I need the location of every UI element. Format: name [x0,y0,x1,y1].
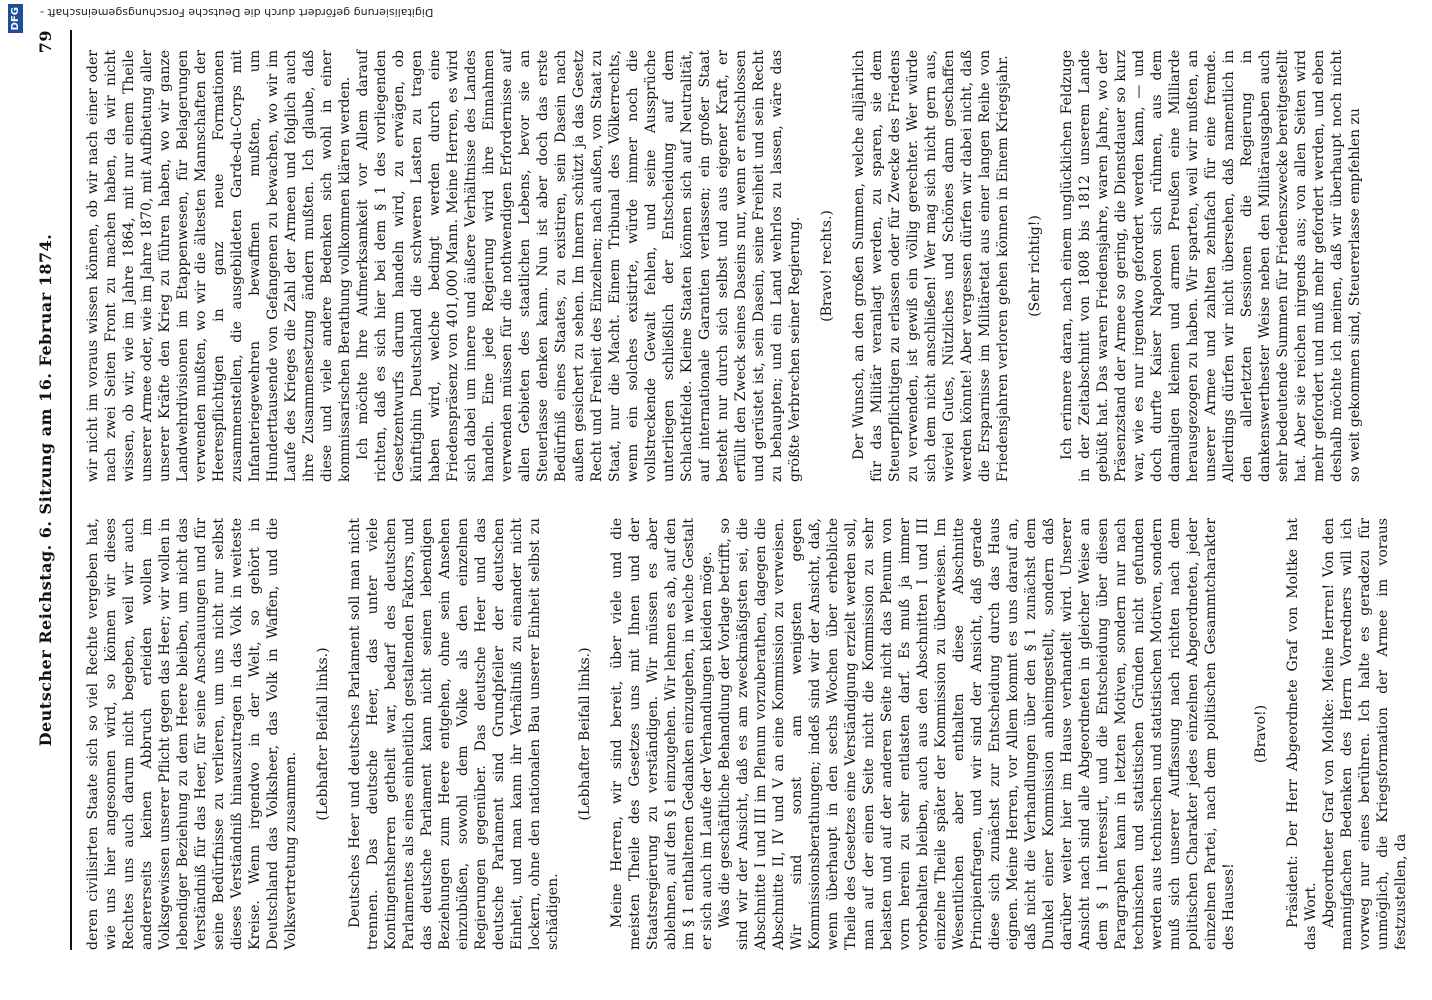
paragraph: wir nicht im voraus wissen können, ob wir nach einer oder nach zwei Seiten Front zu machen haben, da wir nicht wissen, ob wir, wie im Jahre 1864, mit nur einem Theile unserer Armee oder, wie im Jahre 1870, mit Aufbietung aller unserer Kräfte den Krieg zu führen haben, wo wir ganze Landwehrdivisionen im Etappenwesen, für Belagerungen verwenden mußten, wo wir die ältesten Mannschaften der Heerespflichtigen in ganz neue Formationen zusammenstellen, die ausgebildeten Garde-du-Corps mit Infanteriegewehren bewaffnen mußten, um Hunderttausende von Gefangenen zu bewachen, wo wir im Laufe des Krieges die Zahl der Armeen und folglich auch ihre Zusammensetzung ändern mußten. Ich glaube, daß diese und viele andere Bedenken sich wohl in einer kommissarischen Berathung vollkommen klären werden. [85,50,353,482]
paragraph: Ich erinnere daran, nach einem unglücklichen Feldzuge in der Zeitabschnitt von 1808 bis 1812 unserem Lande gebüßt hat. Das waren Friedensjahre, waren Jahre, wo der Präsenzstand der Armee so gering, die Dienstdauer so kurz war, wie es nur irgendwo gefordert werden kann, — und doch durfte Kaiser Napoleon sich rühmen, aus dem damaligen kleinen und armen Preußen eine Milliarde herausgezogen zu haben. Wir sparten, weil wir mußten, an unserer Armee und zahlten zehnfach für eine fremde. Allerdings dürfen wir nicht übersehen, daß namentlich in den allerletzten Sessionen die Regierung in dankenswerthester Weise neben den Militärausgaben auch sehr bedeutende Summen für Friedenszwecke bereitgestellt hat. Aber sie reichen nirgends aus; von allen Seiten wird mehr gefordert und muß mehr gefordert werden, und eben deshalb möchte ich meinen, daß wir überhaupt noch nicht so weit gekommen sind, Steuererlasse empfehlen zu [1059,50,1363,482]
speaker-paragraph: Präsident: Der Herr Abgeordnete Graf von Moltke hat das Wort. [1285,518,1319,950]
running-title: Deutscher Reichstag. 6. Sitzung am 16. Februar 1874. [36,233,55,747]
funding-note: Digitalisierung gefördert durch die Deutsche Forschungsgemeinschaft - [40,6,434,19]
speaker-paragraph: Abgeordneter Graf von Moltke: Meine Herren! Von den mannigfachen Bedenken des Herrn Vorredners will ich vorweg nur eines berühren. Ich halte es geradezu für unmöglich, die Kriegsformation der Armee im voraus festzustellen, da [1321,518,1409,950]
applause-note: (Bravo!) [1253,704,1269,764]
paragraph: Der Wunsch, an den großen Summen, welche alljährlich für das Militär veranlagt werden, zu sparen, sie dem Steuerpflichtigen zu erlassen oder für Zwecke des Friedens zu verwenden, ist gewiß ein völlig gerechter. Wer würde sich dem nicht anschließen! Wer mag sich nicht gern aus, wieviel Gutes, Nützliches und Schönes dann geschaffen werden könnte! Aber vergessen dürfen wir dabei nicht, daß die Ersparnisse im Militäretat aus einer langen Reihe von Friedensjahren verloren gehen können in Einem Kriegsjahr. [851,50,1011,482]
paragraph: deren civilisirten Staate sich so viel Rechte vergeben hat, wie uns hier angesonnen wird, so können wir dieses Rechtes uns auch darum nicht begeben, weil wir auch andererseits keinen Abbruch erleiden wollen im Volksgewissen unserer Pflicht gegen das Heer; wir wollen in lebendiger Beziehung zu dem Heere bleiben, um nicht das Verständniß für das Heer, für seine Anschauungen und für seine Bedürfnisse zu verlieren, um uns nicht nur selbst dieses Verständniß hinauszutragen in das Volk in weiteste Kreise. Wenn irgendwo in der Welt, so gehört in Deutschland das Volksheer, das Volk in Waffen, und die Volksvertretung zusammen. [85,518,299,950]
paragraph: Was die geschäftliche Behandlung der Vorlage betrifft, so sind wir der Ansicht, daß es am zweckmäßigsten sei, die Abschnitte I und III im Plenum vorzuberathen, dagegen die Abschnitte II, IV und V an eine Kommission zu verweisen. Wir sind sonst am wenigsten gegen Kommissionsberathungen; indeß sind wir der Ansicht, daß, wenn überhaupt in den sechs Wochen über erhebliche Theile des Gesetzes eine Verständigung erzielt werden soll, man auf der einen Seite nicht die Kommission zu sehr belasten und auf der anderen Seite nicht das Plenum von vorn herein zu sehr entlasten darf. Es muß ja immer vorbehalten bleiben, auch aus den Abschnitten I und III einzelne Theile später der Kommission zu überweisen. Im Wesentlichen aber enthalten diese Abschnitte Principienfragen, und wir sind der Ansicht, daß gerade diese sich zunächst zur Entscheidung durch das Haus eignen. Meine Herren, vor Allem kommt es uns darauf an, daß nicht die Verhandlungen über den § 1 zunächst dem Dunkel einer Kommission anheimgestellt, sondern daß darüber weiter hier im Hause verhandelt wird. Unserer Ansicht nach sind alle Abgeordneten in gleicher Weise an dem § 1 interessirt, und die Entscheidung über diesen Paragraphen kann in letzten Motiven, sondern nur nach technischen und statistischen Gründen nicht gefunden werden aus technischen und statistischen Motiven, sondern muß sich unserer Auffassung nach richten nach dem politischen Charakter jedes einzelnen Abgeordneten, jeder einzelnen Partei, nach dem politischen Gesammtcharakter des Hauses! [717,518,1237,950]
applause-note: (Lebhafter Beifall links.) [315,647,331,821]
page-header [30,30,72,950]
applause-note: (Sehr richtig!) [1027,215,1043,317]
paragraph: Meine Herren, wir sind bereit, über viele und die meisten Theile des Gesetzes uns mit Ihnen und der Staatsregierung zu verständigen. Wir müssen es aber ablehnen, auf den § 1 einzugehen. Wir lehnen es ab, auf den im § 1 enthaltenen Gedanken einzugehen, in welche Gestalt er sich auch im Laufe der Verhandlungen kleiden möge. [609,518,715,950]
dfg-logo: DFG [8,4,23,33]
applause-note: (Lebhafter Beifall links.) [577,647,593,821]
page-number: 79 [36,30,55,54]
left-column [84,518,1409,950]
applause-note: (Bravo! rechts.) [819,210,835,322]
right-column [84,50,1404,482]
paragraph: Ich möchte Ihre Aufmerksamkeit vor Allem darauf richten, daß es sich hier bei dem § 1 des vorliegenden Gesetzentwurfs darum handeln wird, zu erwägen, ob künftighin Deutschland die schweren Lasten zu tragen haben wird, welche bedingt werden durch eine Friedenspräsenz von 401,000 Mann. Meine Herren, es wird sich dabei um innere und äußere Verhältnisse des Landes handeln. Eine jede Regierung wird ihre Einnahmen verwenden müssen für die nothwendigen Erfordernisse auf allen Gebieten des staatlichen Lebens, bevor sie an Steuerlasse denken kann. Nun ist aber doch das erste Bedürfniß eines Staates, zu existiren, sein Dasein nach außen gesichert zu sehen. Im Innern schützt ja das Gesetz Recht und Freiheit des Einzelnen; nach außen, von Staat zu Staat, nur die Macht. Einem Tribunal des Völkerrechts, wenn ein solches existirte, würde immer noch die vollstreckende Gewalt fehlen, und seine Aussprüche unterliegen schließlich der Entscheidung auf dem Schlachtfelde. Kleine Staaten können sich auf Neutralität, auf internationale Garantien verlassen; ein großer Staat besteht nur durch sich selbst und aus eigener Kraft, er erfüllt den Zweck seines Daseins nur, wenn er entschlossen und gerüstet ist, sein Dasein, seine Freiheit und sein Recht zu behaupten; und ein Land wehrlos zu lassen, wäre das größte Verbrechen seiner Regierung. [355,50,803,482]
paragraph: Deutsches Heer und deutsches Parlament soll man nicht trennen. Das deutsche Heer, das unter viele Kontingentsherren getheilt war, bedarf des deutschen Parlamentes als eines einheitlich gestaltenden Faktors, und das deutsche Parlament kann nicht seinen lebendigen Beziehungen zum Heere entgehen, ohne sein Ansehen einzubüßen, sowohl dem Volke als den einzelnen Regierungen gegenüber. Das deutsche Heer und das deutsche Parlament sind Grundpfeiler der deutschen Einheit, und man kann ihr Verhältniß zu einander nicht lockern, ohne den nationalen Bau unserer Einheit selbst zu schädigen. [347,518,561,950]
